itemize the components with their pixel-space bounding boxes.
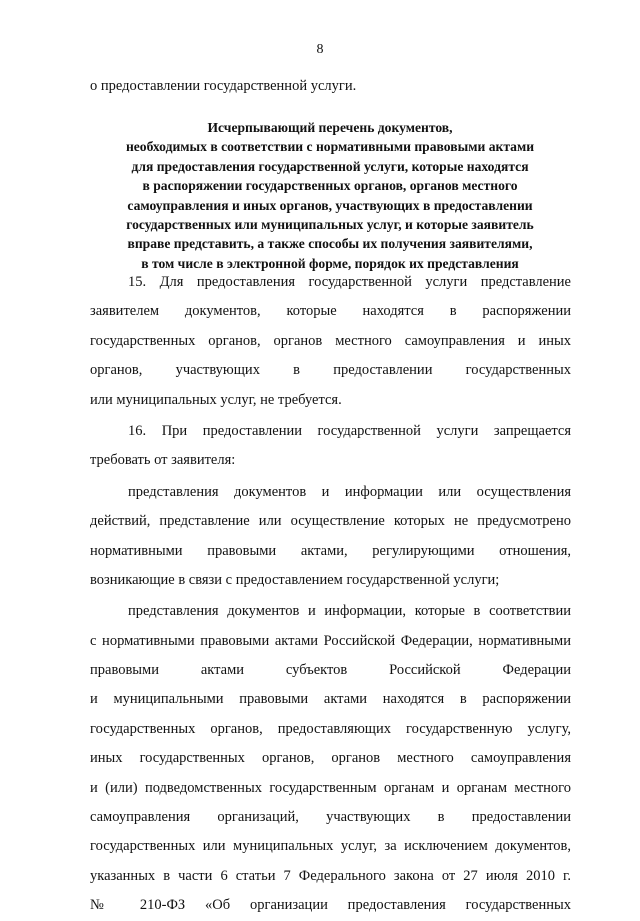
list-item-line: нормативными правовыми актами, регулирующими отношения, [90, 542, 571, 559]
continuation-line: о предоставлении государственной услуги. [90, 78, 357, 94]
heading-line: необходимых в соответствии с нормативными правовыми актами [125, 139, 535, 155]
paragraph-15-line: заявителем документов, которые находятся в распоряжении [90, 303, 571, 320]
body-text [90, 268, 571, 921]
list-item-line: представления документов и информации или осуществления [128, 483, 571, 500]
list-item-line: и (или) подведомственных государственным органам и органам местного [90, 779, 571, 796]
heading-line: вправе представить, а также способы их получения заявителями, [127, 236, 533, 252]
heading-line: в том числе в электронной форме, порядок их представления [141, 255, 519, 271]
paragraph-15-line: органов, участвующих в предоставлении государственных [90, 362, 571, 379]
page-number: 8 [316, 42, 324, 57]
heading-line: самоуправления и иных органов, участвующих в предоставлении [127, 197, 533, 213]
paragraph-16-line: требовать от заявителя: [90, 452, 236, 469]
list-item-line: возникающие в связи с предоставлением государственной услуги; [90, 571, 500, 588]
list-item-line: с нормативными правовыми актами Российской Федерации, нормативными [90, 632, 571, 649]
heading-line: для предоставления государственной услуги, которые находятся [131, 158, 529, 174]
paragraph-15-line: или муниципальных услуг, не требуется. [90, 391, 342, 408]
heading-line: Исчерпывающий перечень документов, [207, 120, 453, 135]
list-item-line: действий, представление или осуществление которых не предусмотрено [90, 513, 571, 530]
paragraph-15-line: 15. Для предоставления государственной услуги представление [128, 274, 571, 290]
list-item-line: № 210-ФЗ «Об организации предоставления государственных [90, 897, 571, 914]
list-item-line: указанных в части 6 статьи 7 Федерального закона от 27 июля 2010 г. [90, 867, 571, 884]
list-item-line: государственных или муниципальных услуг, за исключением документов, [90, 838, 571, 855]
list-item-line: государственных органов, предоставляющих государственную услугу, [90, 720, 571, 737]
list-item-line: иных государственных органов, органов местного самоуправления [90, 750, 571, 767]
paragraph-15-line: государственных органов, органов местного самоуправления и иных [90, 332, 571, 349]
list-item-line: представления документов и информации, которые в соответствии [128, 603, 571, 620]
list-item-line: правовыми актами субъектов Российской Федерации [90, 662, 571, 679]
heading-line: в распоряжении государственных органов, органов местного [142, 178, 518, 194]
list-item-line: самоуправления организаций, участвующих в предоставлении [90, 809, 571, 826]
list-item-line: и муниципальными правовыми актами находятся в распоряжении [90, 691, 571, 708]
heading-line: государственных или муниципальных услуг, и которые заявитель [126, 217, 534, 233]
section-heading [90, 118, 570, 273]
paragraph-16-line: 16. При предоставлении государственной услуги запрещается [128, 422, 571, 439]
